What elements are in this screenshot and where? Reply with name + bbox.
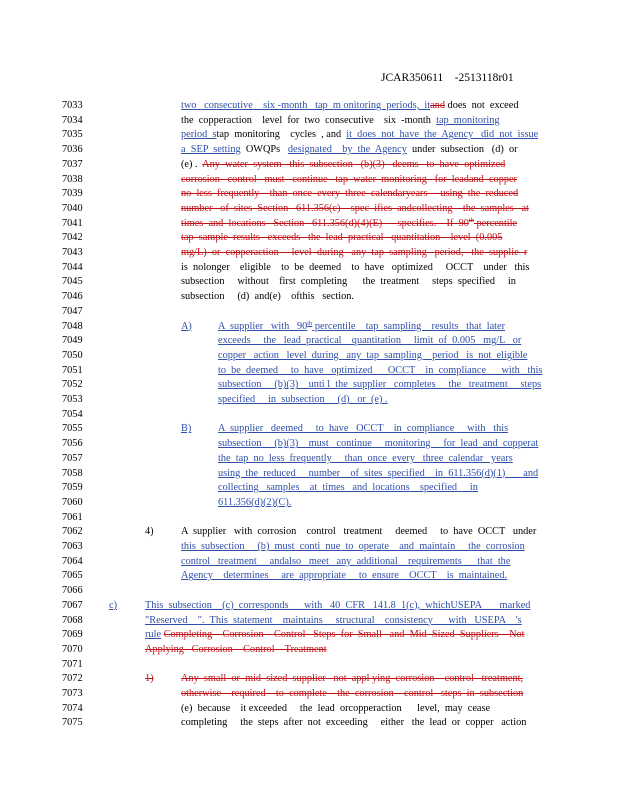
- inserted-text: percentile tap sampling results that later: [312, 320, 506, 332]
- deleted-text: and: [430, 100, 445, 111]
- line-text: [181, 276, 516, 288]
- line-number: 7057: [62, 452, 83, 464]
- text-line: [0, 218, 618, 230]
- text-line: [0, 438, 618, 450]
- line-text: [218, 379, 541, 391]
- document-header: JCAR350611 -2513118r01: [381, 72, 514, 84]
- line-number: 7056: [62, 438, 83, 450]
- line-number: 7055: [62, 423, 83, 435]
- line-text: [218, 497, 291, 509]
- line-text: [218, 321, 505, 333]
- line-text: [218, 468, 538, 480]
- text-line: [0, 629, 618, 641]
- inserted-text: specified in subsection (d) or (e) .: [218, 394, 388, 405]
- line-number: 7045: [62, 276, 83, 288]
- line-number: 7067: [62, 599, 83, 611]
- line-text: [181, 556, 510, 568]
- deleted-text: tap sample results exceeds the lead practical quantitation level (0.005: [181, 232, 503, 244]
- line-text: [181, 203, 529, 215]
- deleted-text: otherwise required to complete the corrosion control steps in subsection: [181, 688, 524, 699]
- line-number: 7061: [62, 511, 83, 523]
- text-line: [0, 497, 618, 509]
- line-text: [218, 365, 542, 377]
- inserted-text: tap monitoring: [436, 114, 500, 126]
- inserted-text: "Reserved ". This statement maintains structural consistency with USEPA 's: [145, 614, 522, 626]
- superscript: th: [307, 319, 313, 327]
- text-line: [0, 129, 618, 141]
- line-text: [181, 100, 518, 112]
- text-line: [0, 159, 618, 171]
- plain-text: does not exceed: [444, 100, 519, 111]
- inserted-text: collecting samples at times and locations specified in: [218, 482, 478, 494]
- line-text: [181, 541, 525, 553]
- item-label: 1): [145, 673, 154, 685]
- item-label: c): [109, 599, 117, 611]
- line-text: [181, 526, 536, 538]
- plain-text: OWQPs: [240, 144, 288, 156]
- line-number: 7059: [62, 482, 83, 494]
- plain-text: under subsection (d) or: [406, 144, 518, 156]
- text-line: [0, 541, 618, 553]
- text-line: [0, 306, 618, 318]
- line-number: 7068: [62, 614, 83, 626]
- text-line: [0, 688, 618, 700]
- line-text: [181, 144, 518, 156]
- line-number: 7069: [62, 629, 83, 641]
- text-line: [0, 262, 618, 274]
- inserted-text: the tap no less frequently than once every three calendar years: [218, 452, 513, 464]
- deleted-text: Any small or mid sized supplier not appl ying corrosion control treatment,: [181, 673, 524, 685]
- inserted-text: copper action level during any tap sampling period is not eligible: [218, 349, 528, 361]
- line-text: [181, 703, 490, 715]
- item-label: 4): [145, 526, 154, 538]
- text-line: [0, 276, 618, 288]
- text-line: [0, 291, 618, 303]
- line-number: 7042: [62, 232, 83, 244]
- line-number: 7072: [62, 673, 83, 685]
- plain-text: (e) because it exceeded the lead orcopperaction level, may cease: [181, 702, 491, 714]
- line-number: 7037: [62, 158, 83, 170]
- text-line: [0, 556, 618, 568]
- deleted-text: Any water system this subsection (b)(3) deems to have optimized: [202, 158, 506, 170]
- inserted-text: rule: [145, 629, 162, 641]
- line-text: [218, 482, 478, 494]
- line-text: [218, 350, 527, 362]
- text-line: [0, 379, 618, 391]
- text-line: [0, 717, 618, 729]
- text-line: [0, 144, 618, 156]
- inserted-text: period s: [181, 129, 217, 141]
- line-text: [181, 688, 523, 700]
- text-line: [0, 423, 618, 435]
- inserted-text: a SEP setting: [181, 144, 241, 156]
- line-number: 7053: [62, 394, 83, 405]
- line-number: 7070: [62, 643, 83, 655]
- line-text: [181, 247, 527, 259]
- text-line: [0, 232, 618, 244]
- line-number: 7073: [62, 688, 83, 699]
- line-number: 7044: [62, 261, 83, 273]
- line-number: 7036: [62, 144, 83, 156]
- line-text: [218, 335, 521, 347]
- text-line: [0, 526, 618, 538]
- text-line: [0, 482, 618, 494]
- line-text: [181, 174, 517, 186]
- inserted-text: Agency determines are appropriate to ensure OCCT is maintained.: [181, 570, 508, 582]
- deleted-text: mg/L) or copperaction level during any tap sampling period, the supplie r: [181, 247, 528, 258]
- line-number: 7039: [62, 188, 83, 200]
- plain-text: is nolonger eligible to be deemed to have optimized OCCT under this: [181, 261, 530, 273]
- line-text: [218, 438, 538, 450]
- inserted-text: subsection (b)(3) must continue monitoring for lead and copperat: [218, 438, 539, 450]
- line-number: 7050: [62, 349, 83, 361]
- line-number: 7047: [62, 305, 83, 317]
- text-line: [0, 468, 618, 480]
- inserted-text: designated by the Agency: [287, 144, 407, 156]
- line-number: 7043: [62, 247, 83, 258]
- line-number: 7041: [62, 217, 83, 229]
- deleted-text: times and locations Section 611.356(d)(4)(E) specifies. If 90: [181, 217, 469, 229]
- line-number: 7040: [62, 202, 83, 214]
- line-text: [181, 291, 354, 303]
- text-line: [0, 409, 618, 421]
- line-number: 7054: [62, 408, 83, 420]
- line-number: 7034: [62, 114, 83, 126]
- inserted-text: subsection (b)(3) unti l the supplier completes the treatment steps: [218, 379, 542, 391]
- inserted-text: exceeds the lead practical quantitation limit of 0.005 mg/L or: [218, 335, 522, 347]
- text-line: [0, 365, 618, 377]
- inserted-text: it does not have the Agency did not issue: [346, 129, 539, 141]
- plain-text: the copperaction level for two consecutive six -month: [181, 114, 437, 126]
- text-line: [0, 321, 618, 333]
- text-line: [0, 659, 618, 671]
- inserted-text: control treatment andalso meet any additional requirements that the: [181, 555, 511, 567]
- inserted-text: two consecutive six -month tap m onitoring periods, it: [181, 100, 431, 111]
- line-number: 7060: [62, 496, 83, 508]
- text-line: [0, 703, 618, 715]
- line-number: 7051: [62, 364, 83, 376]
- text-line: [0, 570, 618, 582]
- deleted-text: corrosion control must continue tap water monitoring for leadand copper: [181, 173, 517, 185]
- plain-text: (e) .: [181, 158, 203, 170]
- text-line: [0, 512, 618, 524]
- line-text: [145, 600, 530, 612]
- inserted-text: A supplier deemed to have OCCT in compliance with this: [218, 423, 509, 435]
- plain-text: completing the steps after not exceeding either the lead or copper action: [181, 717, 527, 729]
- text-line: [0, 600, 618, 612]
- plain-text: subsection (d) and(e) ofthis section.: [181, 291, 355, 303]
- line-text: [145, 644, 327, 656]
- plain-text: A supplier with corrosion control treatment deemed to have OCCT under: [181, 526, 537, 538]
- line-number: 7058: [62, 467, 83, 479]
- line-number: 7038: [62, 173, 83, 185]
- inserted-text: this subsection (b) must conti nue to operate and maintain the corrosion: [181, 541, 525, 552]
- item-label: B): [181, 423, 192, 435]
- line-text: [181, 717, 526, 729]
- line-number: 7033: [62, 100, 83, 111]
- line-number: 7066: [62, 585, 83, 597]
- line-number: 7048: [62, 320, 83, 332]
- text-line: [0, 615, 618, 627]
- line-number: 7046: [62, 291, 83, 303]
- text-line: [0, 100, 618, 112]
- text-line: [0, 673, 618, 685]
- line-text: [181, 159, 505, 171]
- superscript: th: [468, 216, 474, 224]
- line-text: [145, 615, 522, 627]
- line-number: 7063: [62, 541, 83, 552]
- line-number: 7064: [62, 555, 83, 567]
- line-text: [181, 129, 538, 141]
- text-line: [0, 203, 618, 215]
- text-line: [0, 174, 618, 186]
- line-text: [218, 453, 513, 465]
- line-number: 7035: [62, 129, 83, 141]
- line-number: 7049: [62, 335, 83, 347]
- line-number: 7065: [62, 570, 83, 582]
- deleted-text: Applying Corrosion Control Treatment: [145, 643, 327, 655]
- line-text: [218, 423, 508, 435]
- line-number: 7062: [62, 526, 83, 538]
- text-line: [0, 350, 618, 362]
- deleted-text: percentile: [473, 217, 518, 229]
- line-text: [181, 218, 517, 230]
- text-line: [0, 644, 618, 656]
- deleted-text: number of sites Section 611.356(c) spec ifies andcollecting the samples at: [181, 202, 529, 214]
- line-text: [181, 570, 507, 582]
- line-text: [218, 394, 388, 406]
- text-line: [0, 115, 618, 127]
- line-number: 7071: [62, 658, 83, 670]
- inserted-text: using the reduced number of sites specified in 611.356(d)(1) and: [218, 467, 539, 479]
- inserted-text: 611.356(d)(2)(C).: [218, 496, 292, 508]
- plain-text: tap monitoring cycles , and: [216, 129, 347, 141]
- line-text: [145, 629, 525, 641]
- line-text: [181, 232, 502, 244]
- inserted-text: A supplier with 90: [218, 320, 308, 332]
- inserted-text: This subsection (c) corresponds with 40 CFR 141.8 1(c), whichUSEPA marked: [145, 599, 531, 611]
- text-line: [0, 335, 618, 347]
- line-number: 7075: [62, 717, 83, 729]
- inserted-text: to be deemed to have optimized OCCT in compliance with this: [218, 364, 543, 376]
- line-text: [181, 115, 500, 127]
- line-text: [181, 262, 529, 274]
- deleted-text: no less frequently than once every three calendaryears using the reduced: [181, 188, 519, 200]
- item-label: A): [181, 320, 192, 332]
- text-line: [0, 585, 618, 597]
- line-number: 7074: [62, 702, 83, 714]
- plain-text: subsection without first completing the treatment steps specified in: [181, 276, 516, 288]
- text-line: [0, 453, 618, 465]
- line-text: [181, 188, 518, 200]
- deleted-text: Completing Corrosion Control Steps for Small and Mid Sized Suppliers Not: [163, 629, 525, 641]
- text-line: [0, 247, 618, 259]
- text-line: [0, 394, 618, 406]
- line-number: 7052: [62, 379, 83, 391]
- text-line: [0, 188, 618, 200]
- line-text: [181, 673, 523, 685]
